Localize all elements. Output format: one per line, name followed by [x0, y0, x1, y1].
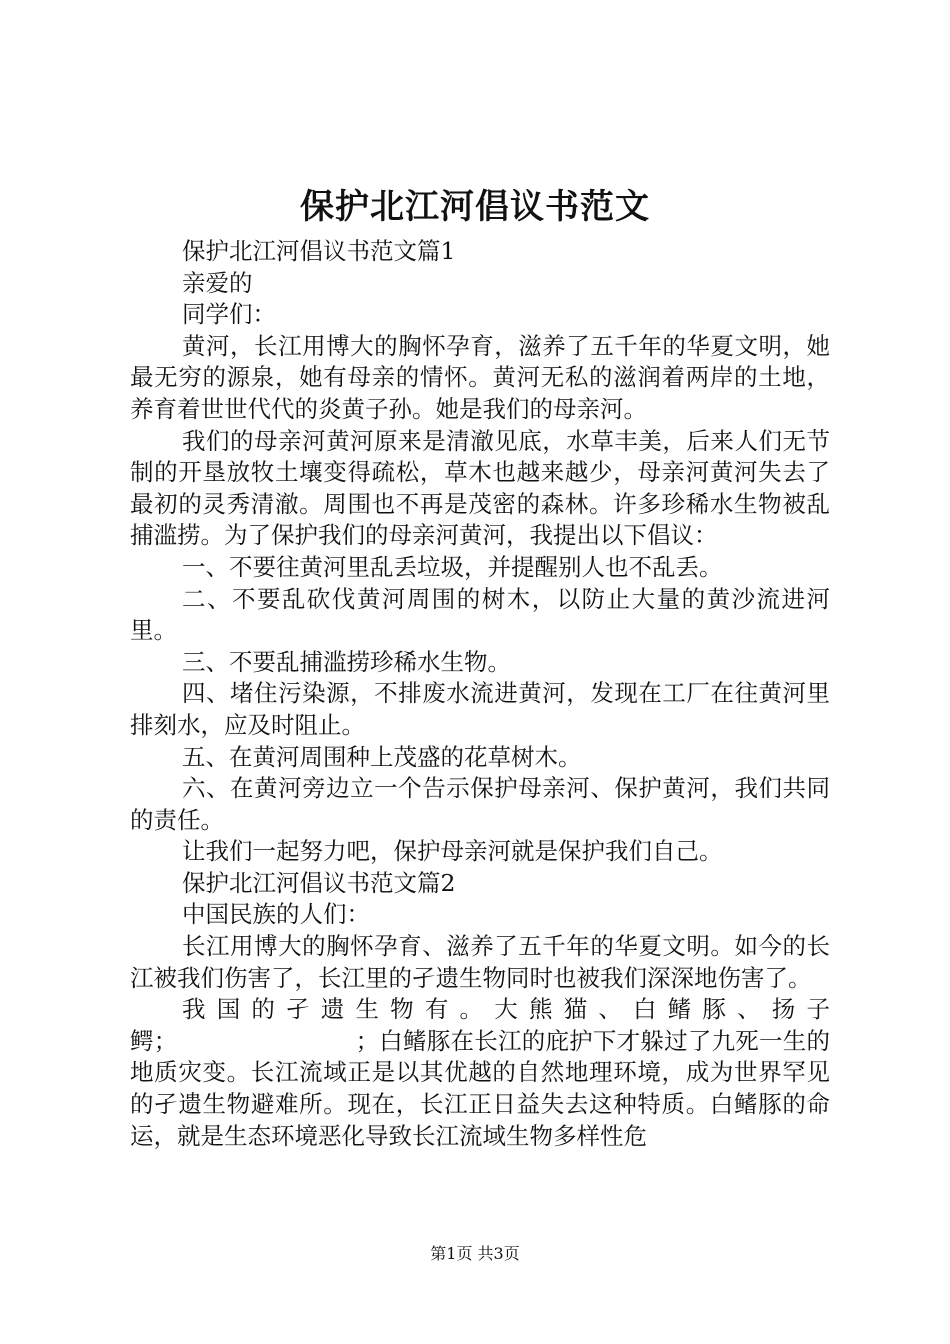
closing-line: 让我们一起努力吧，保护母亲河就是保护我们自己。 [182, 837, 723, 866]
proposal-item-3: 三、不要乱捕滥捞珍稀水生物。 [182, 647, 511, 676]
document-body [130, 236, 830, 1152]
document-title: 保护北江河倡议书范文 [300, 187, 650, 227]
proposal-item-4: 四、堵住污染源，不排废水流进黄河，发现在工厂在往黄河里排刻水，应及时阻止。 [130, 679, 830, 739]
proposal-item-5: 五、在黄河周围种上茂盛的花草树木。 [182, 742, 582, 771]
body-paragraph: 长江用博大的胸怀孕育、滋养了五千年的华夏文明。如今的长江被我们伤害了，长江里的孑遗生物同时也被我们深深地伤害了。 [130, 932, 830, 992]
section-heading-1: 保护北江河倡议书范文篇1 [182, 237, 456, 265]
body-paragraph: 黄河，长江用博大的胸怀孕育，滋养了五千年的华夏文明，她最无穷的源泉，她有母亲的情怀。黄河无私的滋润着两岸的土地，养育着世世代代的炎黄子孙。她是我们的母亲河。 [130, 331, 830, 423]
proposal-item-1: 一、不要往黄河里乱丢垃圾，并提醒别人也不乱丢。 [182, 552, 723, 581]
page-footer: 第1页 共3页 [430, 1244, 520, 1263]
proposal-item-6: 六、在黄河旁边立一个告示保护母亲河、保护黄河，我们共同的责任。 [130, 774, 830, 834]
body-paragraph: 我们的母亲河黄河原来是清澈见底，水草丰美，后来人们无节制的开垦放牧土壤变得疏松，草木也越来越少，母亲河黄河失去了最初的灵秀清澈。周围也不再是茂密的森林。许多珍稀水生物被乱捕滥捞。为了保护我们的母亲河黄河，我提出以下倡议： [130, 426, 830, 550]
salutation-line-3: 中国民族的人们： [182, 900, 370, 929]
salutation-line-1: 亲爱的 [182, 268, 253, 297]
body-paragraph: 我国的孑遗生物有。大熊猫、白鳍豚、扬子鳄； ；白鳍豚在长江的庇护下才躲过了九死一生的地质灾变。长江流域正是以其优越的自然地理环境，成为世界罕见的孑遗生物避难所。现在，长江正日益失去这种特质。白鳍豚的命运，就是生态环境恶化导致长江流域生物多样性危 [130, 995, 830, 1150]
proposal-item-2: 二、不要乱砍伐黄河周围的树木，以防止大量的黄沙流进河里。 [130, 584, 830, 645]
salutation-line-2: 同学们： [182, 300, 276, 329]
section-heading-2: 保护北江河倡议书范文篇2 [182, 868, 456, 897]
